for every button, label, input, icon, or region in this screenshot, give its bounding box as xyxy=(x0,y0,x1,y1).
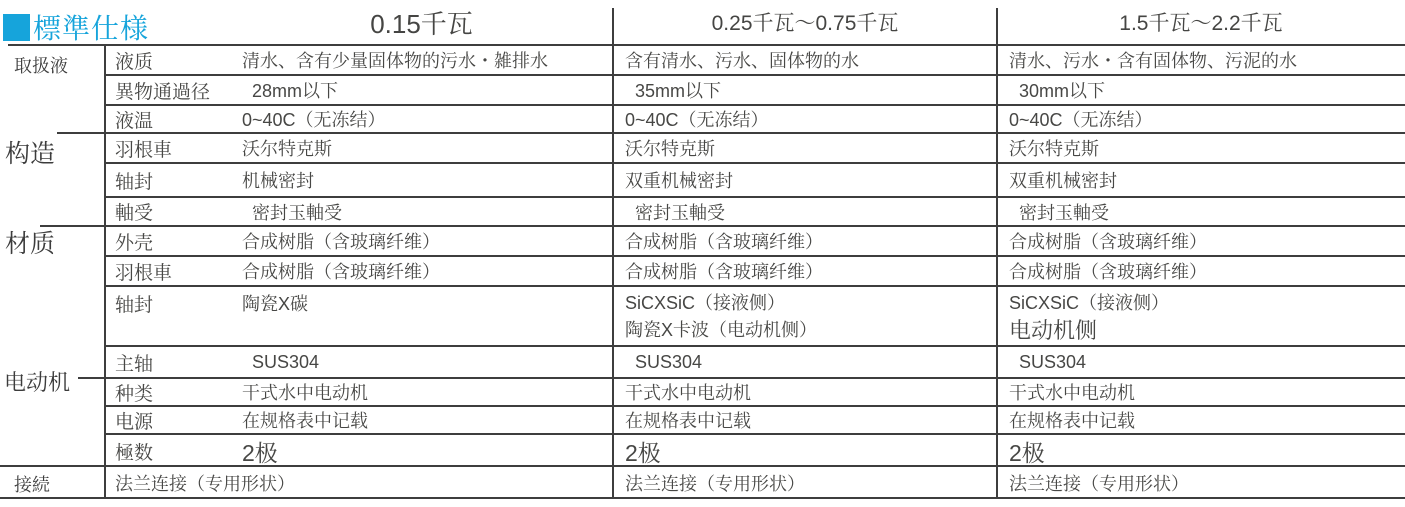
row-label: 異物通過径 xyxy=(115,81,211,103)
value-col1: 沃尔特克斯 xyxy=(242,139,332,159)
value-col3: 合成树脂（含玻璃纤维） xyxy=(1009,232,1207,252)
value-col2: 含有清水、污水、固体物的水 xyxy=(625,51,859,71)
value-col2: 法兰连接（专用形状） xyxy=(625,474,805,494)
row-label: 液质 xyxy=(115,51,154,73)
value-col3: 清水、污水・含有固体物、污泥的水 xyxy=(1009,51,1297,71)
value-col1: 2极 xyxy=(242,439,278,466)
value-line-1: SiCXSiC（接液侧） xyxy=(1009,293,1170,313)
value-col1: 28mm以下 xyxy=(252,81,339,101)
row-label: 轴封 xyxy=(115,171,154,193)
group-material: 材质 xyxy=(5,230,56,258)
row-shaft-seal-material xyxy=(105,287,1405,347)
value-line-1: SiCXSiC（接液侧） xyxy=(625,293,786,313)
value-col2: 双重机械密封 xyxy=(625,171,733,191)
row-main-shaft xyxy=(105,347,1405,379)
row-passage-diameter xyxy=(105,76,1405,106)
value-col2: 密封玉軸受 xyxy=(635,202,725,223)
value-col2: 2极 xyxy=(625,439,661,466)
value-col3: 干式水中电动机 xyxy=(1009,383,1135,403)
row-label: 种类 xyxy=(115,383,154,405)
value-col1: 在规格表中记载 xyxy=(242,411,368,431)
value-col1: 清水、含有少量固体物的污水・雑排水 xyxy=(242,51,548,71)
value-col3: SUS304 xyxy=(1019,351,1087,372)
value-col1: 机械密封 xyxy=(242,171,314,191)
row-label: 电源 xyxy=(115,411,154,433)
value-col2: SUS304 xyxy=(635,351,703,372)
row-label: 主轴 xyxy=(115,353,154,375)
value-col3: 密封玉軸受 xyxy=(1019,202,1109,223)
value-col2 xyxy=(613,287,997,344)
row-liquid-type xyxy=(105,46,1405,76)
value-line-2: 电动机侧 xyxy=(1009,318,1098,343)
row-label: 羽根車 xyxy=(115,262,173,284)
row-label: 軸受 xyxy=(115,203,154,224)
group-tick-structure xyxy=(57,132,105,134)
group-motor: 电动机 xyxy=(4,370,71,395)
column-header-3: 1.5千瓦～2.2千瓦 xyxy=(1119,12,1283,35)
group-tick-motor xyxy=(78,377,105,379)
value-col2: 沃尔特克斯 xyxy=(625,139,715,159)
value-col1: 合成树脂（含玻璃纤维） xyxy=(242,232,440,252)
value-col2: 合成树脂（含玻璃纤维） xyxy=(625,262,823,282)
value-col1: SUS304 xyxy=(252,351,320,372)
row-casing xyxy=(105,227,1405,257)
row-impeller-material xyxy=(105,257,1405,287)
row-label: 羽根車 xyxy=(115,139,173,161)
row-motor-type xyxy=(105,379,1405,407)
row-label: 極数 xyxy=(115,442,154,464)
column-header-1: 0.15千瓦 xyxy=(370,8,473,39)
row-shaft-seal xyxy=(105,164,1405,198)
section-title-text: 標準仕様 xyxy=(33,13,150,44)
value-col1: 陶瓷X碳 xyxy=(242,294,309,314)
row-poles xyxy=(105,435,1405,467)
value-col2: 0~40C（无冻结） xyxy=(625,110,769,130)
row-label: 外壳 xyxy=(115,232,154,254)
row-power-source xyxy=(105,407,1405,435)
value-col1: 0~40C（无冻结） xyxy=(242,110,386,130)
group-handled-liquid: 取扱液 xyxy=(14,56,68,76)
row-bearing xyxy=(105,198,1405,227)
value-col2: 合成树脂（含玻璃纤维） xyxy=(625,232,823,252)
value-col3 xyxy=(997,287,1405,344)
group-structure: 构造 xyxy=(5,140,56,168)
table-body xyxy=(105,46,1405,499)
value-col3: 双重机械密封 xyxy=(1009,171,1117,191)
value-col1: 干式水中电动机 xyxy=(242,383,368,403)
row-liquid-temperature xyxy=(105,106,1405,134)
row-connection xyxy=(105,467,1405,499)
row-label: 液温 xyxy=(115,110,154,132)
value-col2: 在规格表中记载 xyxy=(625,411,751,431)
value-col3: 30mm以下 xyxy=(1019,81,1106,101)
value-col3: 沃尔特克斯 xyxy=(1009,139,1099,159)
value-col3: 0~40C（无冻结） xyxy=(1009,110,1153,130)
value-col3: 法兰连接（专用形状） xyxy=(1009,474,1189,494)
value-col1: 密封玉軸受 xyxy=(252,202,342,223)
column-header-2: 0.25千瓦～0.75千瓦 xyxy=(711,12,899,35)
value-col3: 在规格表中记载 xyxy=(1009,411,1135,431)
value-col3: 合成树脂（含玻璃纤维） xyxy=(1009,262,1207,282)
value-col2: 干式水中电动机 xyxy=(625,383,751,403)
title-square-icon xyxy=(3,14,30,41)
value-col1: 合成树脂（含玻璃纤维） xyxy=(242,262,440,282)
section-title xyxy=(3,7,149,47)
row-impeller xyxy=(105,134,1405,164)
value-col1: 法兰连接（专用形状） xyxy=(115,474,295,494)
group-connection: 接続 xyxy=(14,475,50,495)
row-label: 轴封 xyxy=(115,295,154,316)
value-line-2: 陶瓷X卡波（电动机侧） xyxy=(625,320,818,340)
value-col2: 35mm以下 xyxy=(635,81,722,101)
value-col3: 2极 xyxy=(1009,439,1045,466)
